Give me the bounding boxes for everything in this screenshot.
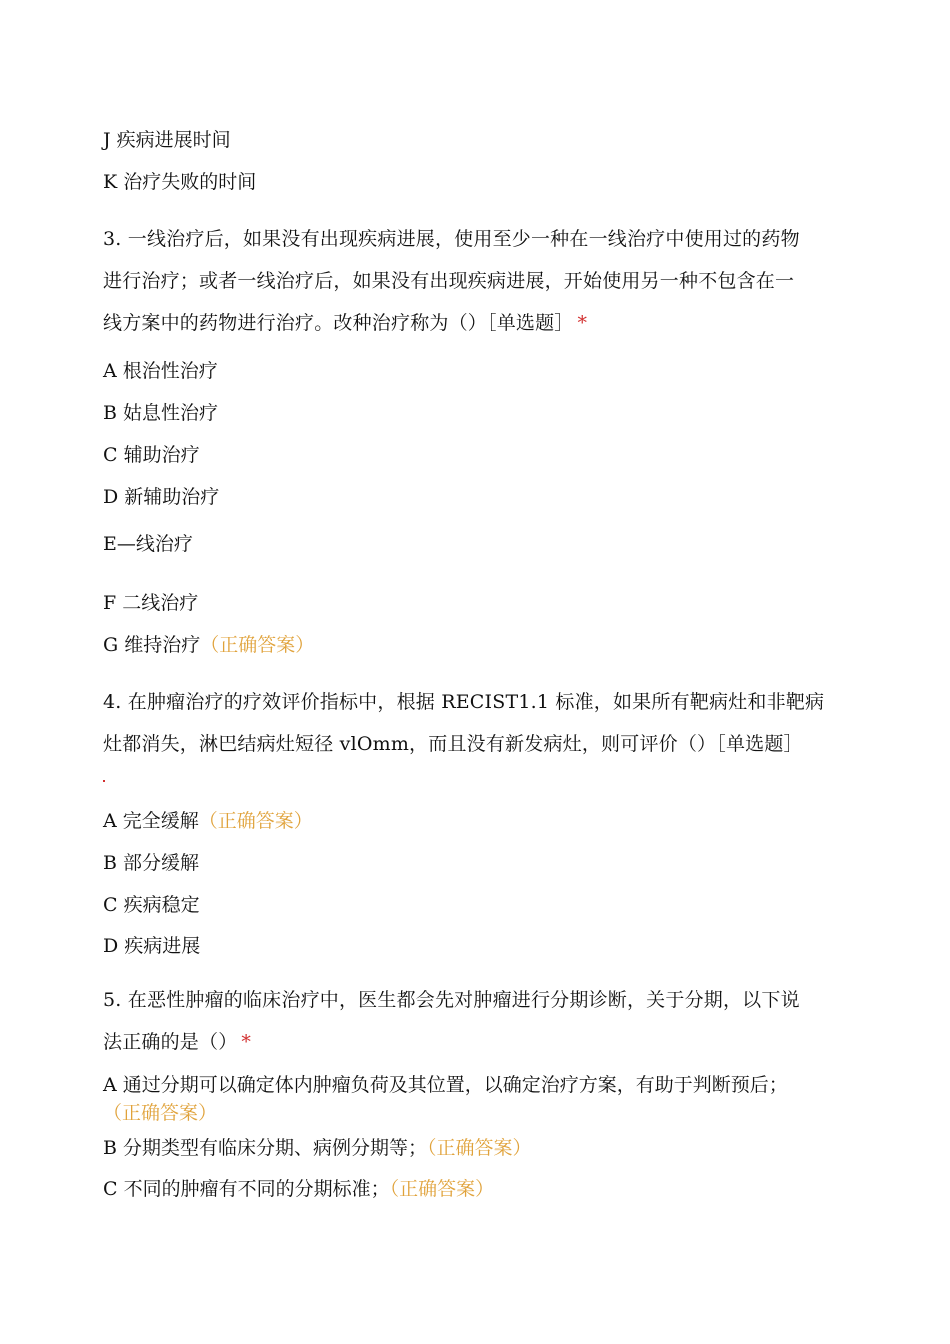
question-3-line-3: 线方案中的药物进行治疗。改种治疗称为（）［单选题］ * <box>103 312 588 334</box>
question-3-option-a[interactable]: A 根治性治疗 <box>103 360 218 382</box>
option-k: K 治疗失败的时间 <box>103 171 257 193</box>
correct-answer-tag: （正确答案） <box>103 1102 218 1124</box>
option-j: J 疾病进展时间 <box>103 129 231 151</box>
correct-answer-tag: （正确答案） <box>427 1137 532 1159</box>
question-4-option-a[interactable]: A 完全缓解（正确答案） <box>103 810 313 832</box>
question-4-option-c[interactable]: C 疾病稳定 <box>103 894 200 916</box>
question-4-line-1: 4. 在肿瘤治疗的疗效评价指标中，根据 RECIST1.1 标准，如果所有靶病灶和非靶病 <box>103 691 825 713</box>
question-3-line-1: 3. 一线治疗后，如果没有出现疾病进展，使用至少一种在一线治疗中使用过的药物 <box>103 228 800 250</box>
question-5-option-a[interactable]: A 通过分期可以确定体内肿瘤负荷及其位置，以确定治疗方案，有助于判断预后； <box>103 1074 788 1096</box>
question-4-line-2: 灶都消失，淋巴结病灶短径 vlOmm，而且没有新发病灶，则可评价（）［单选题］ <box>103 733 803 755</box>
correct-answer-tag: （正确答案） <box>198 810 313 832</box>
question-5-line-2: 法正确的是（） * <box>103 1031 252 1053</box>
question-3-option-f[interactable]: F 二线治疗 <box>103 592 199 614</box>
question-5-line-1: 5. 在恶性肿瘤的临床治疗中，医生都会先对肿瘤进行分期诊断，关于分期，以下说 <box>103 989 800 1011</box>
question-3-option-d[interactable]: D 新辅助治疗 <box>103 486 220 508</box>
correct-answer-tag: （正确答案） <box>389 1178 495 1200</box>
question-3-option-g[interactable]: G 维持治疗（正确答案） <box>103 634 315 656</box>
question-4-option-d[interactable]: D 疾病进展 <box>103 935 201 957</box>
correct-answer-tag: （正确答案） <box>200 634 315 656</box>
question-3-option-c[interactable]: C 辅助治疗 <box>103 444 200 466</box>
question-5-option-a-tag <box>103 1101 217 1125</box>
required-mark: * <box>241 1031 252 1053</box>
question-4-option-b[interactable]: B 部分缓解 <box>103 852 200 874</box>
question-3-option-b[interactable]: B 姑息性治疗 <box>103 402 219 424</box>
question-3-line-2: 进行治疗；或者一线治疗后，如果没有出现疾病进展，开始使用另一种不包含在一 <box>103 270 795 292</box>
question-3-option-e[interactable]: E—线治疗 <box>103 533 193 555</box>
stray-mark <box>103 780 105 782</box>
question-5-option-b[interactable]: B 分期类型有临床分期、病例分期等；（正确答案） <box>103 1137 532 1159</box>
required-mark: * <box>577 312 588 334</box>
question-5-option-c[interactable]: C 不同的肿瘤有不同的分期标准；（正确答案） <box>103 1178 495 1200</box>
